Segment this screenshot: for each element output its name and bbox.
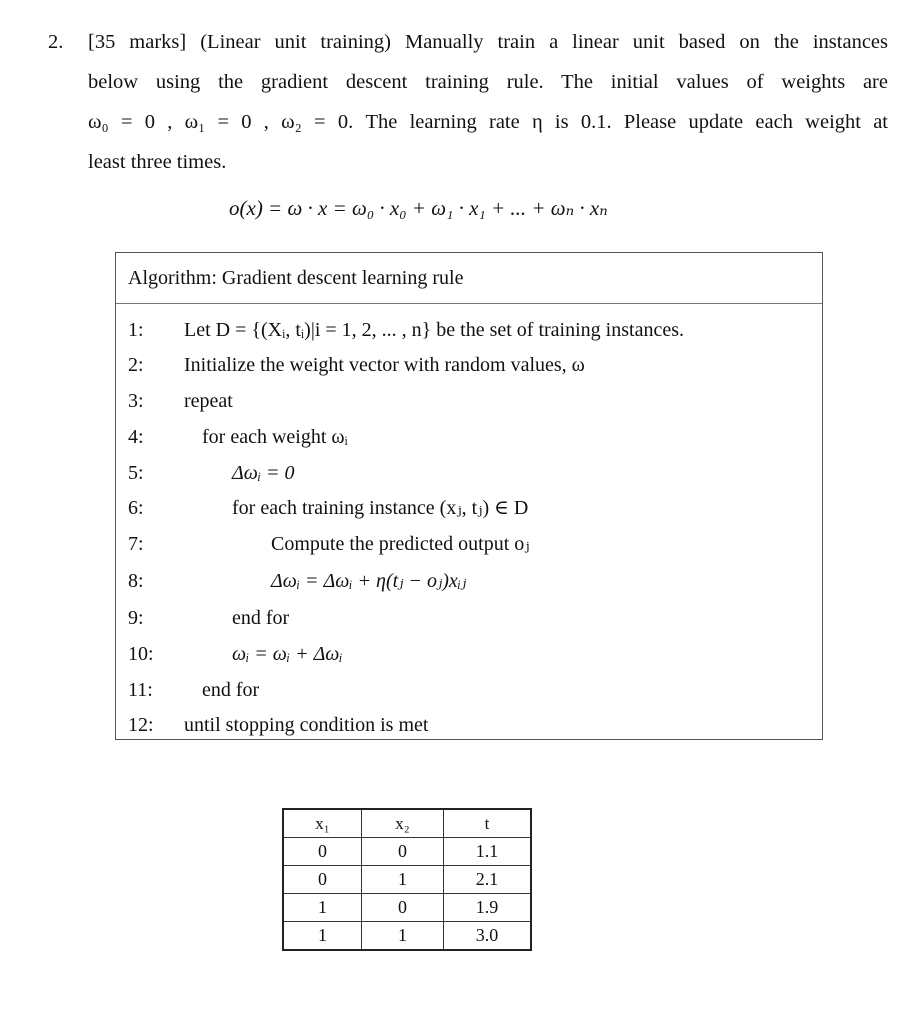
line-text: for each weight ωᵢ [202, 426, 348, 448]
cell-x2: 0 [362, 838, 444, 866]
table-row [283, 922, 531, 951]
cell-x1: 1 [283, 922, 362, 951]
question [48, 22, 888, 182]
training-instances-table [282, 808, 532, 951]
cell-t: 1.1 [444, 838, 532, 866]
line-text: for each training instance (xⱼ, tⱼ) ∈ D [232, 497, 529, 519]
line-text: Δωᵢ = 0 [232, 462, 295, 484]
algorithm-line-1 [116, 315, 822, 345]
algorithm-line-3 [116, 386, 822, 416]
question-line-2 [48, 62, 888, 102]
question-line-3 [48, 102, 888, 142]
line-text: ωᵢ = ωᵢ + Δωᵢ [232, 643, 343, 665]
cell-x1: 0 [283, 838, 362, 866]
line-number: 2: [128, 354, 144, 376]
algorithm-line-2 [116, 350, 822, 380]
algorithm-line-5 [116, 458, 822, 488]
algorithm-line-6 [116, 493, 822, 523]
line-number: 7: [128, 533, 144, 555]
algorithm-box [115, 252, 823, 740]
cell-t: 2.1 [444, 866, 532, 894]
cell-x2: 1 [362, 866, 444, 894]
line-text: Compute the predicted output oⱼ [271, 533, 530, 555]
line-number: 4: [128, 426, 144, 448]
question-text-1: [35 marks] (Linear unit training) Manually train a linear unit based on the instances [88, 31, 888, 53]
table-header-row [283, 809, 531, 838]
line-number: 1: [128, 319, 144, 341]
line-number: 6: [128, 497, 144, 519]
line-number: 11: [128, 679, 153, 701]
question-line-4 [48, 142, 888, 182]
question-text-3: ω₀ = 0 , ω₁ = 0 , ω₂ = 0. The learning rate η is 0.1. Please update each weight at [88, 111, 888, 133]
cell-t: 3.0 [444, 922, 532, 951]
table-row [283, 894, 531, 922]
line-text: end for [202, 679, 260, 701]
algorithm-line-9 [116, 603, 822, 633]
algorithm-line-7 [116, 529, 822, 559]
algorithm-line-10 [116, 639, 822, 669]
header-x2: x₂ [362, 809, 444, 838]
algorithm-line-11 [116, 675, 822, 705]
algorithm-title: Algorithm: Gradient descent learning rule [116, 253, 822, 304]
question-text-4: least three times. [88, 151, 227, 173]
line-text: until stopping condition is met [184, 714, 429, 736]
algorithm-line-4 [116, 422, 822, 452]
algorithm-line-8 [116, 566, 822, 596]
algorithm-line-12 [116, 710, 822, 740]
question-text-2: below using the gradient descent training rule. The initial values of weights are [88, 71, 888, 93]
header-t: t [444, 809, 532, 838]
line-number: 3: [128, 390, 144, 412]
question-line-1 [48, 22, 888, 62]
line-number: 8: [128, 570, 144, 592]
cell-x2: 1 [362, 922, 444, 951]
line-number: 12: [128, 714, 154, 736]
table-row [283, 838, 531, 866]
cell-x2: 0 [362, 894, 444, 922]
line-text: Δωᵢ = Δωᵢ + η(tⱼ − oⱼ)xᵢⱼ [271, 570, 467, 592]
cell-t: 1.9 [444, 894, 532, 922]
question-number: 2. [48, 31, 64, 53]
line-text: Let D = {(Xᵢ, tᵢ)|i = 1, 2, ... , n} be the set of training instances. [184, 319, 684, 341]
line-text: end for [232, 607, 290, 629]
line-number: 5: [128, 462, 144, 484]
line-number: 10: [128, 643, 154, 665]
line-text: Initialize the weight vector with random values, ω [184, 354, 585, 376]
cell-x1: 0 [283, 866, 362, 894]
line-text: repeat [184, 390, 233, 412]
linear-unit-formula: o(x) = ω · x = ω₀ · x₀ + ω₁ · x₁ + ... + ωₙ · xₙ [229, 196, 608, 220]
line-number: 9: [128, 607, 144, 629]
cell-x1: 1 [283, 894, 362, 922]
header-x1: x₁ [283, 809, 362, 838]
table-row [283, 866, 531, 894]
